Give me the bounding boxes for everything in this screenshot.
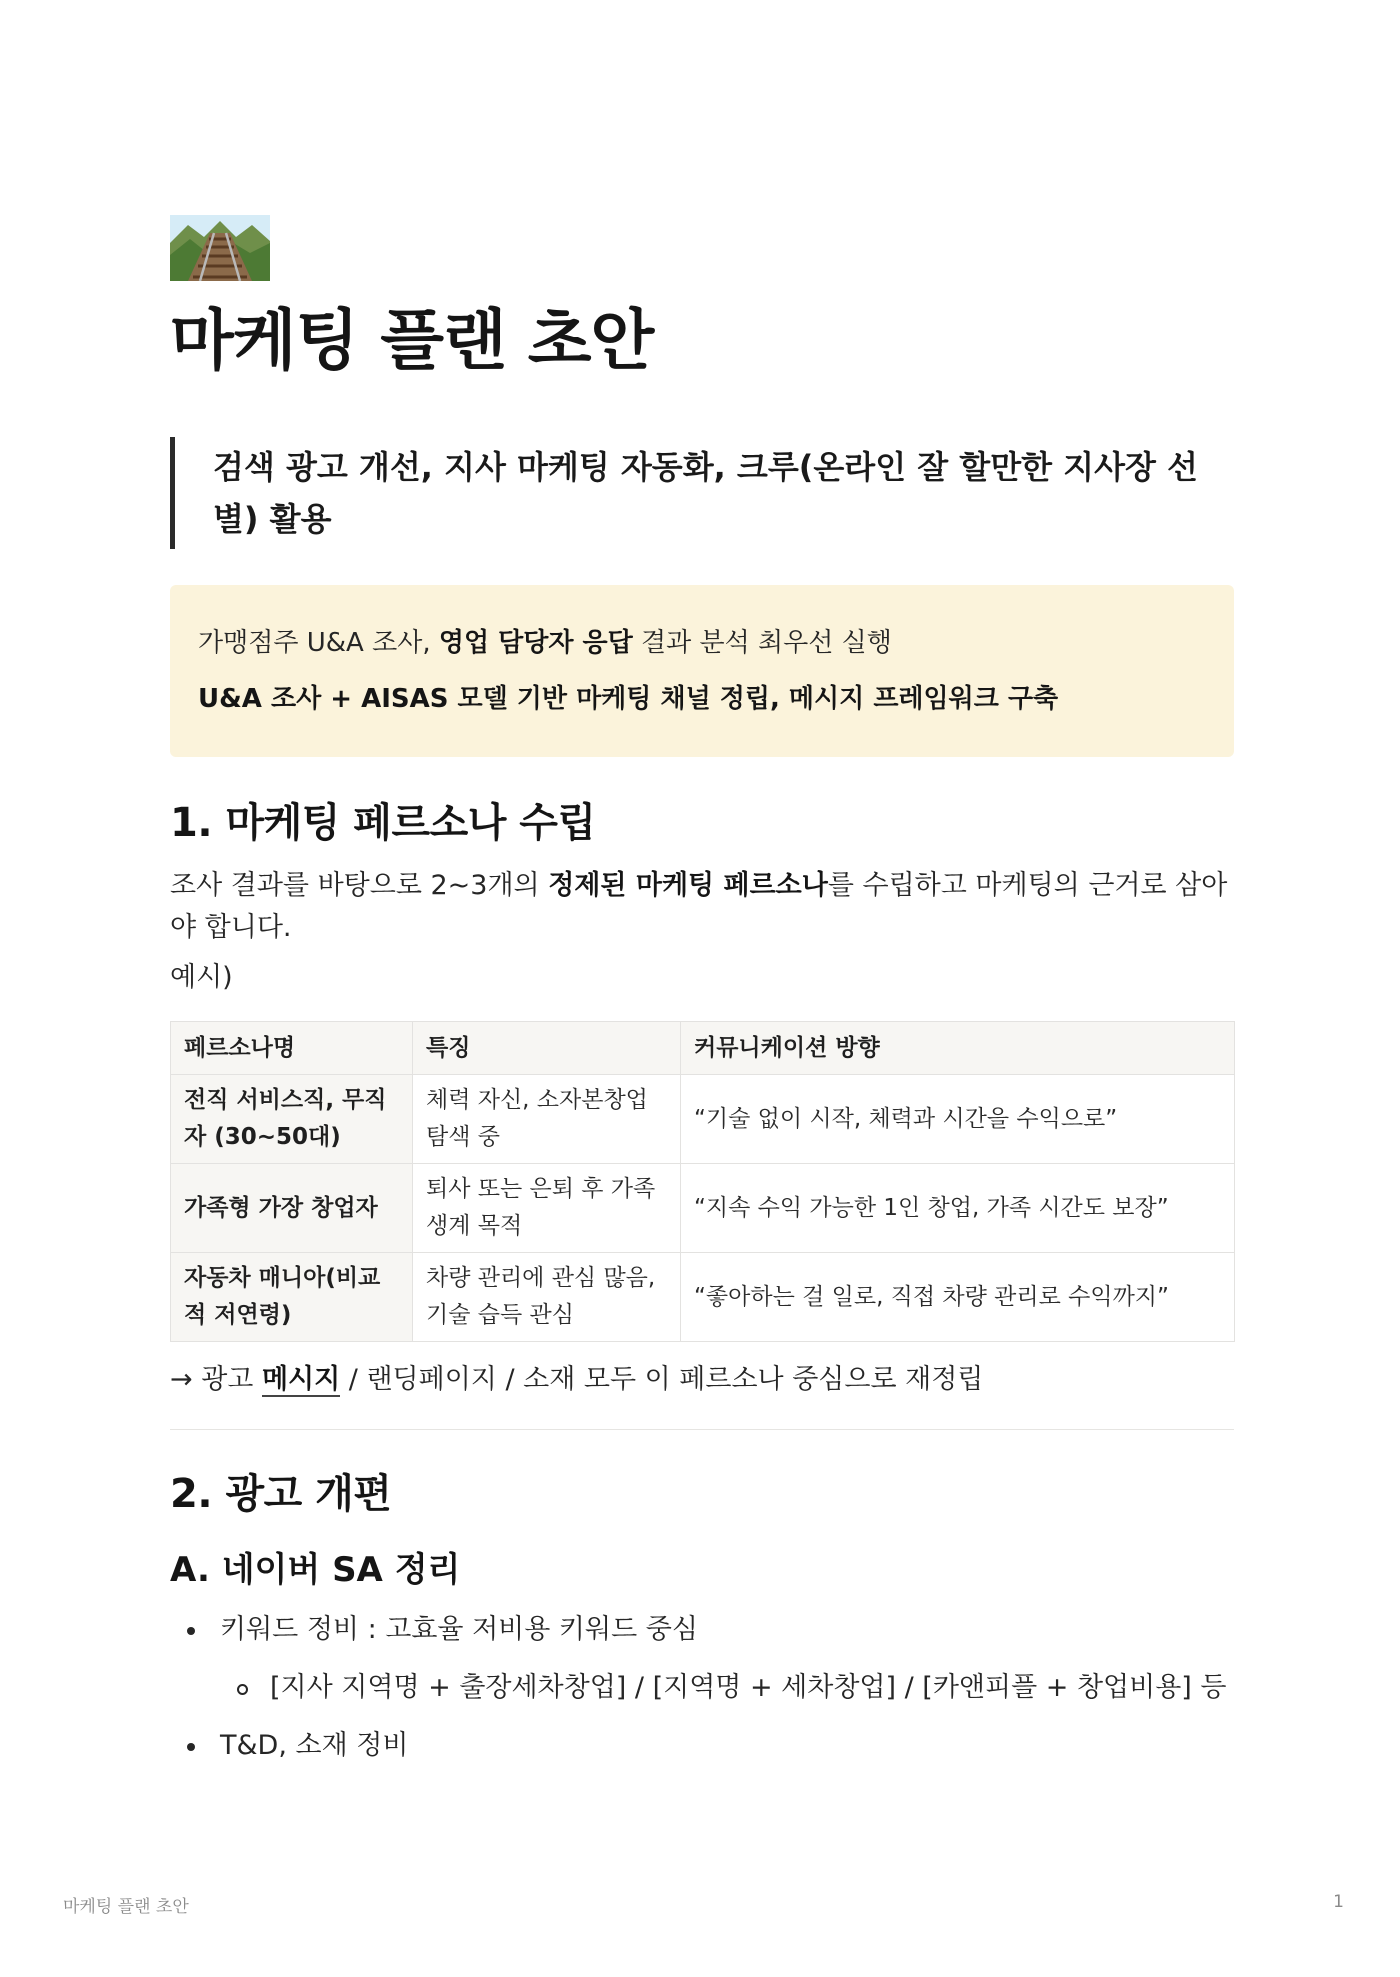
document-page xyxy=(170,215,1234,1782)
example-label: 예시) xyxy=(170,962,233,993)
footer-page-number: 1 xyxy=(1333,1892,1344,1912)
table-cell: “지속 수익 가능한 1인 창업, 가족 시간도 보장” xyxy=(681,1164,1235,1253)
callout-line-1 xyxy=(198,623,1206,663)
table-cell: 차량 관리에 관심 많음, 기술 습득 관심 xyxy=(413,1253,681,1342)
bullet-list xyxy=(170,1608,1234,1768)
section-1-paragraph xyxy=(170,865,1234,949)
callout-line-1-bold: 영업 담당자 응답 xyxy=(438,628,633,658)
arrow-note xyxy=(170,1358,1234,1402)
callout-box xyxy=(170,585,1234,757)
table-header-persona: 페르소나명 xyxy=(171,1022,413,1075)
callout-line-2 xyxy=(198,679,1206,719)
list-item: [지사 지역명 + 출장세차창업] / [지역명 + 세차창업] / [카앤피플 + 창업비용] 등 xyxy=(170,1666,1234,1710)
table-row xyxy=(171,1253,1235,1342)
footer-doc-title: 마케팅 플랜 초안 xyxy=(63,1897,189,1917)
section-2a-heading: A. 네이버 SA 정리 xyxy=(170,1550,461,1590)
paragraph-suffix: 를 수립하고 마케팅의 근거로 삼아야 합니다. xyxy=(170,870,1228,943)
persona-table xyxy=(170,1021,1235,1342)
section-1-heading: 1. 마케팅 페르소나 수립 xyxy=(170,800,596,846)
divider xyxy=(170,1429,1234,1430)
section-2-heading: 2. 광고 개편 xyxy=(170,1471,392,1517)
table-header-row xyxy=(171,1022,1235,1075)
table-cell: 전직 서비스직, 무직자 (30~50대) xyxy=(171,1075,413,1164)
table-header-direction: 커뮤니케이션 방향 xyxy=(681,1022,1235,1075)
table-row xyxy=(171,1075,1235,1164)
railway-track-icon xyxy=(170,215,270,281)
callout-line-1-suffix: 결과 분석 최우선 실행 xyxy=(632,628,892,658)
callout-line-1-text: 가맹점주 U&A 조사, xyxy=(198,628,439,658)
list-item: T&D, 소재 정비 xyxy=(170,1724,1234,1768)
table-cell: 가족형 가장 창업자 xyxy=(171,1164,413,1253)
table-cell: 퇴사 또는 은퇴 후 가족 생계 목적 xyxy=(413,1164,681,1253)
table-row xyxy=(171,1164,1235,1253)
summary-quote: 검색 광고 개선, 지사 마케팅 자동화, 크루(온라인 잘 할만한 지사장 선별) 활용 xyxy=(170,437,1234,549)
table-header-feature: 특징 xyxy=(413,1022,681,1075)
paragraph-prefix: 조사 결과를 바탕으로 2~3개의 xyxy=(170,870,549,901)
callout-line-2-bold: U&A 조사 + AISAS 모델 기반 마케팅 채널 정립, 메시지 프레임워크 구축 xyxy=(198,684,1059,714)
arrow-note-suffix: / 랜딩페이지 / 소재 모두 이 페르소나 중심으로 재정립 xyxy=(340,1364,984,1395)
table-cell: “좋아하는 걸 일로, 직접 차량 관리로 수익까지” xyxy=(681,1253,1235,1342)
arrow-note-prefix: → 광고 xyxy=(170,1364,262,1395)
list-item: 키워드 정비 : 고효율 저비용 키워드 중심 xyxy=(170,1608,1234,1652)
paragraph-bold: 정제된 마케팅 페르소나 xyxy=(548,870,828,901)
arrow-note-underlined: 메시지 xyxy=(261,1364,341,1395)
table-cell: “기술 없이 시작, 체력과 시간을 수익으로” xyxy=(681,1075,1235,1164)
table-cell: 체력 자신, 소자본창업 탐색 중 xyxy=(413,1075,681,1164)
table-cell: 자동차 매니아(비교적 저연령) xyxy=(171,1253,413,1342)
page-title: 마케팅 플랜 초안 xyxy=(170,302,654,379)
